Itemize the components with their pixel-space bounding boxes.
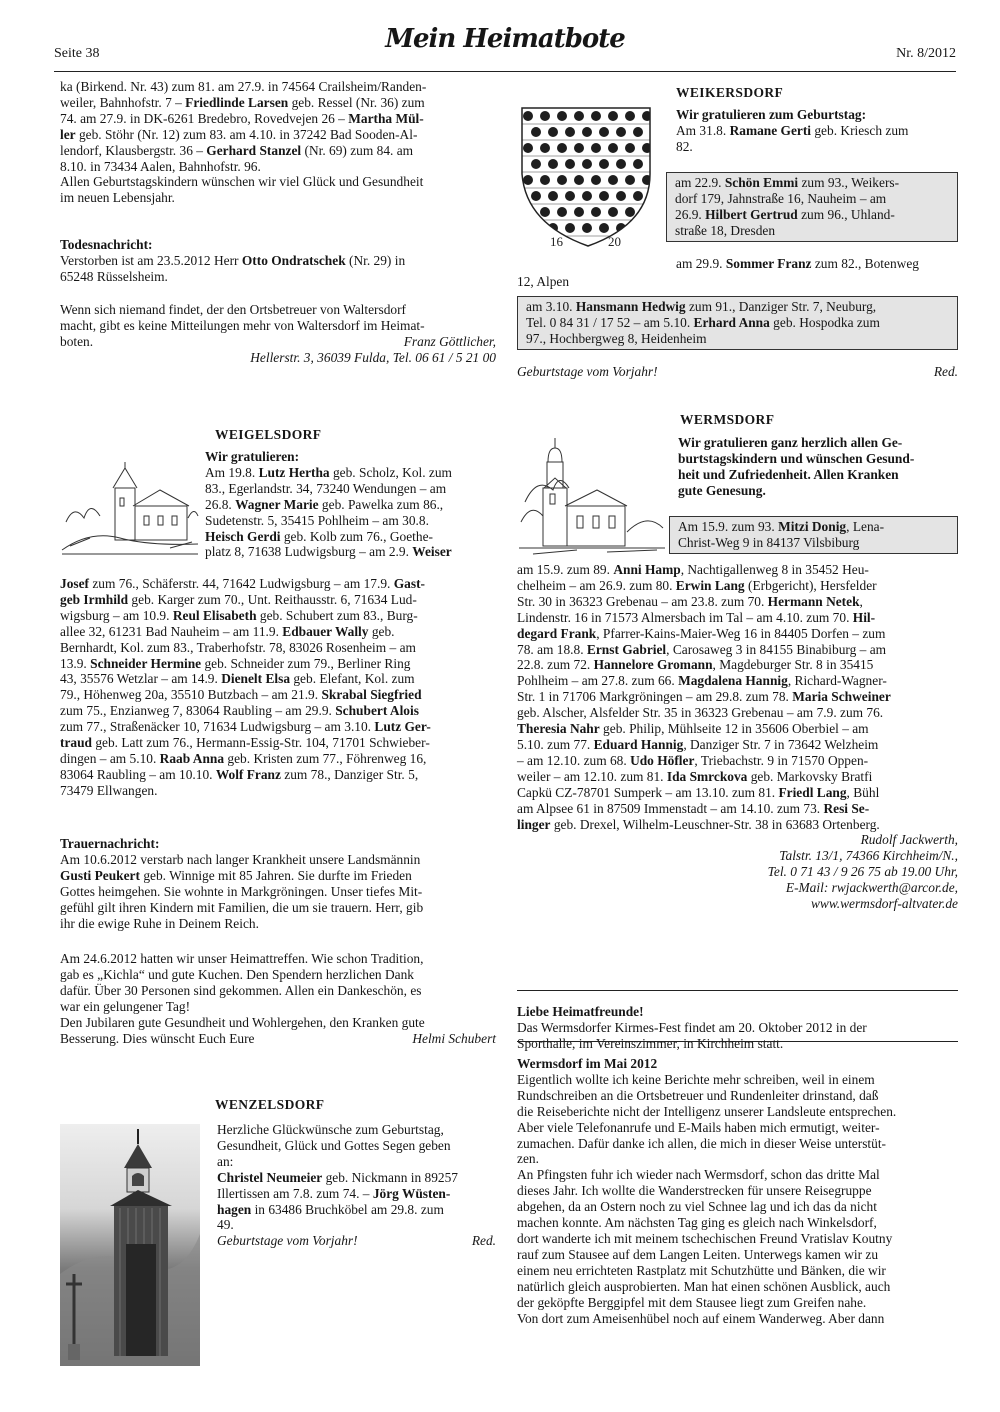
coat-dot bbox=[608, 175, 618, 185]
coat-dot bbox=[531, 223, 541, 233]
weikersdorf-highlight-box-2 bbox=[517, 296, 958, 350]
coat-dot bbox=[582, 127, 592, 137]
text-line: ihr die ewige Ruhe in Deinem Reich. bbox=[60, 915, 259, 931]
weikersdorf-title: WEIKERSDORF bbox=[676, 85, 784, 100]
weigelsdorf-birthdays bbox=[60, 576, 496, 799]
person-name: Friedl Lang bbox=[778, 784, 847, 800]
coat-dot bbox=[616, 159, 626, 169]
person-name: Magdalena Hannig bbox=[678, 673, 788, 689]
weigelsdorf-church-drawing bbox=[60, 458, 200, 558]
coat-dot bbox=[625, 111, 635, 121]
coat-dot bbox=[540, 111, 550, 121]
text-line: 97., Hochbergweg 8, Heidenheim bbox=[526, 330, 707, 346]
text-line: Am 15.9. zum 93. Mitzi Donig, Lena- bbox=[678, 519, 885, 534]
text-line: linger geb. Drexel, Wilhelm-Leuschner-Str. 38 in 63683 Ortenberg. bbox=[517, 816, 880, 832]
coat-dot bbox=[548, 127, 558, 137]
coat-dot bbox=[582, 191, 592, 201]
death-notice-text bbox=[60, 253, 496, 285]
person-name: Ramane Gerti bbox=[729, 122, 812, 138]
wermsdorf-box-text bbox=[678, 519, 949, 551]
coat-dot bbox=[574, 175, 584, 185]
text-line: wigsburg – am 10.9. Reul Elisabeth geb. Schubert zum 83., Burg- bbox=[60, 607, 418, 623]
coat-dot bbox=[608, 143, 618, 153]
person-name: Eduard Hannig bbox=[593, 736, 684, 752]
text-line: weiler, Bahnhofstr. 7 – Friedlinde Larsen geb. Ressel (Nr. 36) zum bbox=[60, 94, 425, 110]
person-name: linger bbox=[517, 816, 551, 832]
text-line: war ein gelungener Tag! bbox=[60, 998, 191, 1014]
person-name: Sommer Franz bbox=[725, 256, 812, 271]
text-line: Bernhardt, Kol. zum 83., Traberhofstr. 78, 83026 Rosenheim – am bbox=[60, 639, 416, 655]
text-line: lendorf, Klausbergstr. 36 – Gerhard Stanzel (Nr. 69) zum 84. am bbox=[60, 142, 414, 158]
person-name: Ida Smrckova bbox=[666, 768, 748, 784]
person-name: Christel Neumeier bbox=[217, 1169, 323, 1185]
death-notice-title: Todesnachricht: bbox=[60, 237, 153, 252]
coat-dot bbox=[540, 207, 550, 217]
person-name: Erhard Anna bbox=[693, 314, 770, 330]
text-line: einem neu errichteten Rastplatz mit Schutzhütte und Bänken, die wir bbox=[517, 1262, 886, 1278]
coat-dot bbox=[625, 207, 635, 217]
coat-dot bbox=[642, 207, 652, 217]
weigelsdorf-subtitle: Wir gratulieren: bbox=[205, 449, 300, 464]
person-name: Weiser bbox=[412, 544, 452, 560]
text-line: Pohlheim – am 27.8. zum 66. Magdalena Hannig, Richard-Wagner- bbox=[517, 673, 887, 689]
separator-2 bbox=[517, 1041, 958, 1042]
waltersdorf-notice bbox=[60, 302, 496, 366]
person-name: Hermann Netek bbox=[767, 593, 860, 609]
coat-dot bbox=[633, 191, 643, 201]
text-line: An Pfingsten fuhr ich wieder nach Wermsdorf, schon das dritte Mal bbox=[517, 1167, 880, 1183]
text-line: – am 12.10. zum 68. Udo Höfler, Triebachstr. 9 in 71570 Oppen- bbox=[517, 752, 869, 768]
text-line: am 15.9. zum 89. Anni Hamp, Nachtigallenweg 8 in 35452 Heu- bbox=[517, 562, 869, 577]
person-name: Josef bbox=[60, 576, 90, 591]
text-line: Von dort zum Ameisenhübel noch auf einem Wanderweg. Aber dann bbox=[517, 1310, 885, 1326]
text-line: allee 32, 61231 Bad Nauheim – am 11.9. Edbauer Wally geb. bbox=[60, 623, 395, 639]
text-line: Str. 30 in 36323 Grebenau – am 23.8. zum 70. Hermann Netek, bbox=[517, 593, 863, 609]
weikersdorf-editor-mark: Red. bbox=[933, 364, 958, 379]
coat-dot bbox=[548, 191, 558, 201]
meeting-report bbox=[60, 951, 496, 1046]
mourning-text bbox=[60, 852, 496, 932]
text-line: ler geb. Stöhr (Nr. 12) zum 83. am 4.10. in 37242 Bad Sooden-Al- bbox=[60, 126, 418, 142]
text-line: zumachen. Dafür danke ich allen, die mich in dieser Weise unterstüt- bbox=[517, 1135, 887, 1151]
text-line: Gottes heimgehen. Sie wohnte in Markgröningen. Unser tiefes Mit- bbox=[60, 883, 423, 899]
wenzelsdorf-title: WENZELSDORF bbox=[215, 1097, 325, 1112]
text-line: im neuen Lebensjahr. bbox=[60, 190, 175, 206]
birthday-continuation bbox=[60, 79, 496, 206]
text-line: Herzliche Glückwünsche zum Geburtstag, bbox=[217, 1122, 444, 1137]
coat-dot bbox=[523, 111, 533, 121]
text-line: 26.9. Hilbert Gertrud zum 96., Uhland- bbox=[675, 206, 895, 222]
text-line: Am 10.6.2012 verstarb nach langer Krankheit unsere Landsmännin bbox=[60, 851, 421, 867]
coat-dot bbox=[574, 111, 584, 121]
wermsdorf-may-report bbox=[517, 1056, 958, 1326]
wenzelsdorf-note: Geburtstage vom Vorjahr! bbox=[217, 1233, 358, 1249]
text-line: macht, gibt es keine Mitteilungen mehr von Waltersdorf im Heimat- bbox=[60, 317, 425, 333]
text-line: gefühl gilt ihren Kindern mit Familien, die um sie trauern. Herr, gib bbox=[60, 899, 424, 915]
text-line: Verstorben ist am 23.5.2012 Herr Otto Ondratschek (Nr. 29) in bbox=[60, 252, 406, 268]
weikersdorf-mid-line bbox=[676, 256, 958, 272]
wermsdorf-church-drawing bbox=[517, 432, 667, 558]
coat-dot bbox=[565, 191, 575, 201]
text-line: Gusti Peukert geb. Winnige mit 85 Jahren. Sie durfte im Frieden bbox=[60, 867, 412, 883]
wermsdorf-title: WERMSDORF bbox=[680, 412, 775, 427]
weikersdorf-coat-of-arms bbox=[516, 104, 656, 254]
wermsdorf-birthdays bbox=[517, 562, 958, 912]
waltersdorf-notice-text bbox=[60, 302, 496, 334]
meeting-text bbox=[60, 951, 496, 1031]
person-name: Lutz Ger- bbox=[374, 719, 431, 735]
person-name: Ernst Gabriel bbox=[586, 641, 667, 657]
text-line: 22.8. zum 72. Hannelore Gromann, Magdeburger Str. 8 in 35415 bbox=[517, 657, 874, 673]
text-line: weiler – am 12.10. zum 81. Ida Smrckova geb. Markovsky Bratfi bbox=[517, 768, 873, 784]
text-line: abgehen, da an Ostern noch zu viel Schnee lag und ich das da nicht bbox=[517, 1199, 877, 1215]
person-name: Schön Emmi bbox=[724, 175, 799, 190]
coat-dot bbox=[650, 223, 656, 233]
coat-dot bbox=[608, 207, 618, 217]
text-line: geb Irmhild geb. Karger zum 70., Unt. Reithausstr. 6, 71634 Lud- bbox=[60, 591, 417, 607]
weigelsdorf-intro bbox=[205, 449, 496, 560]
weikersdorf-highlight-box-1 bbox=[666, 172, 958, 242]
coat-dot bbox=[591, 111, 601, 121]
coat-dot bbox=[531, 127, 541, 137]
weigelsdorf-text-narrow bbox=[205, 465, 496, 560]
heimatfreunde-notice bbox=[517, 1004, 958, 1052]
person-name: Hil- bbox=[852, 609, 876, 625]
person-name: Theresia Nahr bbox=[517, 721, 600, 737]
person-name: Gusti Peukert bbox=[60, 867, 140, 883]
heimatfreunde-title: Liebe Heimatfreunde! bbox=[517, 1004, 644, 1019]
text-line: hagen in 63486 Bruchköbel am 29.8. zum bbox=[217, 1201, 444, 1217]
coat-dot bbox=[608, 111, 618, 121]
person-name: Lutz Hertha bbox=[258, 464, 330, 480]
person-name: Heisch Gerdi bbox=[205, 528, 281, 544]
person-name: geb Irmhild bbox=[60, 591, 129, 607]
header-rule bbox=[54, 71, 956, 72]
page-header bbox=[54, 24, 956, 72]
coat-dot bbox=[574, 207, 584, 217]
wermsdorf-highlight-box bbox=[669, 516, 958, 554]
weikersdorf-subtitle: Wir gratulieren zum Geburtstag: bbox=[676, 106, 867, 122]
text-line: Josef zum 76., Schäferstr. 44, 71642 Ludwigsburg – am 17.9. Gast- bbox=[60, 576, 425, 591]
coat-dot bbox=[582, 159, 592, 169]
text-line: Tel. 0 84 31 / 17 52 – am 5.10. Erhard Anna geb. Hospodka zum bbox=[526, 314, 880, 330]
coat-dot bbox=[523, 143, 533, 153]
text-line: geb. Alscher, Alsfelder Str. 35 in 36323 Grebenau – am 7.9. zum 76. bbox=[517, 705, 884, 721]
text-line: 79., Höhenweg 20a, 35510 Butzbach – am 21.9. Skrabal Siegfried bbox=[60, 687, 422, 703]
coat-dot bbox=[565, 223, 575, 233]
coat-dot bbox=[523, 175, 533, 185]
text-line: 83., Egerlandstr. 34, 73240 Wendungen – am bbox=[205, 480, 447, 496]
text-line: platz 8, 71638 Ludwigsburg – am 2.9. Weiser bbox=[205, 544, 452, 560]
coat-year-right: 20 bbox=[608, 234, 621, 249]
weikersdorf-footer bbox=[517, 364, 958, 380]
wenzelsdorf-heading bbox=[215, 1097, 324, 1113]
text-line: am 3.10. Hansmann Hedwig zum 91., Danziger Str. 7, Neuburg, bbox=[526, 299, 877, 314]
may-report-title: Wermsdorf im Mai 2012 bbox=[517, 1056, 658, 1071]
text-line: Am 24.6.2012 hatten wir unser Heimattreffen. Wie schon Tradition, bbox=[60, 951, 424, 966]
person-name: Reul Elisabeth bbox=[172, 607, 257, 623]
issue-number: Nr. 8/2012 bbox=[896, 46, 956, 61]
text-line: Eigentlich wollte ich keine Berichte mehr schreiben, weil in einem bbox=[517, 1071, 875, 1087]
weigelsdorf-heading bbox=[215, 427, 321, 443]
person-name: Wolf Franz bbox=[215, 766, 281, 782]
text-line: Christel Neumeier geb. Nickmann in 89257 bbox=[217, 1169, 458, 1185]
text-line: Am 31.8. Ramane Gerti geb. Kriesch zum bbox=[676, 122, 909, 138]
person-name: Martha Mül- bbox=[348, 110, 424, 126]
text-line: Lindenstr. 16 in 71573 Almersbach im Tal – am 4.10. zum 70. Hil- bbox=[517, 609, 876, 625]
text-line: Das Wermsdorfer Kirmes-Fest findet am 20. Oktober 2012 in der bbox=[517, 1019, 867, 1035]
text-line: Sudetenstr. 5, 35415 Pohlheim – am 30.8. bbox=[205, 512, 429, 528]
person-name: Schneider Hermine bbox=[90, 655, 202, 671]
coat-dot bbox=[625, 143, 635, 153]
heimatfreunde-text bbox=[517, 1020, 958, 1052]
coat-dot bbox=[531, 159, 541, 169]
person-name: Hansmann Hedwig bbox=[575, 299, 686, 314]
person-name: Hilbert Gertrud bbox=[705, 206, 798, 222]
coat-dot bbox=[557, 175, 567, 185]
text-line: dorf 179, Jahnstraße 16, Nauheim – am bbox=[675, 190, 887, 206]
coat-dot bbox=[565, 159, 575, 169]
text-line: 5.10. zum 77. Eduard Hannig, Danziger Str. 7 in 73642 Welzheim bbox=[517, 736, 879, 752]
coat-dot bbox=[650, 159, 656, 169]
wermsdorf-text bbox=[517, 562, 958, 832]
text-line: Christ-Weg 9 in 84137 Vilsbiburg bbox=[678, 534, 860, 550]
may-report-text bbox=[517, 1072, 958, 1327]
text-line: dieses Jahr. Ich wollte die Wanderstrecken für unsere Reisegruppe bbox=[517, 1183, 872, 1199]
mourning-title: Trauernachricht: bbox=[60, 836, 160, 851]
coat-dot bbox=[557, 143, 567, 153]
text-line: degard Frank, Pfarrer-Kains-Maier-Weg 16 in 84405 Dorfen – zum bbox=[517, 625, 886, 641]
text-line: 65248 Rüsselsheim. bbox=[60, 268, 168, 284]
text-line: burtstagskindern und wünschen Gesund- bbox=[678, 450, 915, 466]
text-line: straße 18, Dresden bbox=[675, 222, 776, 238]
text-line: Capkü CZ-78701 Sumperk – am 13.10. zum 81. Friedl Lang, Bühl bbox=[517, 784, 880, 800]
weikersdorf-box2-text bbox=[526, 299, 949, 347]
coat-dot bbox=[557, 111, 567, 121]
text-line: an: bbox=[217, 1153, 234, 1169]
coat-dot bbox=[548, 159, 558, 169]
text-line: Rundschreiben an die Ortsbetreuer und Rundenleiter drinstand, daß bbox=[517, 1087, 879, 1103]
person-name: Hannelore Gromann bbox=[593, 657, 713, 673]
weikersdorf-note: Geburtstage vom Vorjahr! bbox=[517, 364, 658, 379]
meeting-text-end: Besserung. Dies wünscht Euch Eure bbox=[60, 1030, 255, 1046]
person-name: Erwin Lang bbox=[675, 577, 745, 593]
birthday-continuation-text bbox=[60, 79, 496, 206]
weikersdorf-section bbox=[676, 85, 958, 155]
text-line: dort wanderte ich mit meinem tschechischen Freund Vratislav Koutny bbox=[517, 1230, 893, 1246]
wermsdorf-signature bbox=[517, 832, 958, 912]
person-name: Skrabal Siegfried bbox=[321, 687, 422, 703]
coat-dot bbox=[591, 175, 601, 185]
person-name: Edbauer Wally bbox=[282, 623, 369, 639]
weigelsdorf-text-wide bbox=[60, 576, 496, 799]
wermsdorf-greeting bbox=[678, 435, 958, 499]
mourning-notice bbox=[60, 836, 496, 931]
coat-dot bbox=[633, 159, 643, 169]
text-line: Allen Geburtstagskindern wünschen wir viel Glück und Gesundheit bbox=[60, 174, 424, 190]
weikersdorf-mid-text-2: 12, Alpen bbox=[517, 274, 570, 289]
person-name: Friedlinde Larsen bbox=[185, 94, 289, 110]
text-line: Illertissen am 7.8. zum 74. – Jörg Wüsten- bbox=[217, 1185, 451, 1201]
coat-dot bbox=[599, 127, 609, 137]
coat-dot bbox=[574, 143, 584, 153]
text-line: 49. bbox=[217, 1217, 234, 1233]
coat-dot bbox=[633, 127, 643, 137]
coat-dot bbox=[650, 127, 656, 137]
text-line: 73479 Ellwangen. bbox=[60, 782, 158, 798]
text-line: Am 19.8. Lutz Hertha geb. Scholz, Kol. zum bbox=[205, 464, 452, 480]
text-line: dingen – am 5.10. Raab Anna geb. Kristen zum 77., Föhrenweg 16, bbox=[60, 750, 427, 766]
text-line: chelheim – am 26.9. zum 80. Erwin Lang (Erbgericht), Hersfelder bbox=[517, 577, 877, 593]
text-line: dafür. Über 30 Personen sind gekommen. Allen ein Dankeschön, es bbox=[60, 982, 422, 998]
person-name: Wagner Marie bbox=[235, 496, 319, 512]
text-line: gab es „Kichla“ und gute Kuchen. Den Spendern herzlichen Dank bbox=[60, 966, 414, 982]
text-line: zen. bbox=[517, 1151, 539, 1167]
separator-1 bbox=[517, 990, 958, 991]
wenzelsdorf-birthdays bbox=[217, 1122, 496, 1249]
wermsdorf-greeting-text bbox=[678, 435, 958, 499]
person-name: Udo Höfler bbox=[630, 752, 695, 768]
coat-dot bbox=[531, 191, 541, 201]
coat-dot bbox=[591, 207, 601, 217]
text-line: Wir gratulieren ganz herzlich allen Ge- bbox=[678, 435, 903, 450]
text-line: 78. am 18.8. Ernst Gabriel, Carosaweg 3 in 84155 Binabiburg – am bbox=[517, 641, 887, 657]
text-line: ka (Birkend. Nr. 43) zum 81. am 27.9. in 74564 Crailsheim/Randen- bbox=[60, 79, 427, 94]
text-line: Theresia Nahr geb. Philip, Mühlseite 12 in 35606 Oberbiel – am bbox=[517, 721, 869, 737]
text-line: Den Jubilaren gute Gesundheit und Wohlergehen, den Kranken gute bbox=[60, 1014, 425, 1030]
text-line: am 22.9. Schön Emmi zum 93., Weikers- bbox=[675, 175, 900, 190]
text-line: Heisch Gerdi geb. Kolb zum 76., Goethe- bbox=[205, 528, 433, 544]
text-line: 83064 Raubling – am 10.10. Wolf Franz zum 78., Danziger Str. 5, bbox=[60, 766, 419, 782]
text-line: rauf zum Stausee auf dem Langen Leiten. Unterwegs kamen wir zu bbox=[517, 1246, 879, 1262]
text-line: www.wermsdorf-altvater.de bbox=[810, 896, 958, 912]
person-name: Otto Ondratschek bbox=[241, 252, 346, 268]
person-name: ler bbox=[60, 126, 76, 142]
weikersdorf-mid-text bbox=[676, 256, 958, 272]
text-line: die Reiseberichte nicht der Intelligenz unserer Landsleute entsprechen. bbox=[517, 1103, 897, 1119]
page-number: Seite 38 bbox=[54, 46, 100, 61]
coat-dot bbox=[523, 207, 533, 217]
person-name: Gerhard Stanzel bbox=[206, 142, 302, 158]
text-line: heit und Zufriedenheit. Allen Kranken bbox=[678, 466, 899, 482]
text-line: der geköpfte Berggipfel mit dem Stausee liegt zum Greifen nahe. bbox=[517, 1294, 867, 1310]
text-line: gute Genesung. bbox=[678, 482, 766, 498]
coat-dot bbox=[650, 191, 656, 201]
text-line: 74. am 27.9. in DK-6261 Bredebro, Rovedvejen 26 – Martha Mül- bbox=[60, 110, 424, 126]
death-notice bbox=[60, 237, 496, 285]
text-line: Wenn sich niemand findet, der den Ortsbetreuer von Waltersdorf bbox=[60, 302, 407, 317]
text-line: 8.10. in 73434 Aalen, Bahnhofstr. 96. bbox=[60, 158, 261, 174]
wenzelsdorf-chapel-photo bbox=[60, 1124, 200, 1366]
text-line: Sporthalle, im Vereinszimmer, in Kirchheim statt. bbox=[517, 1035, 784, 1051]
coat-dot bbox=[540, 143, 550, 153]
wermsdorf-heading bbox=[680, 412, 774, 428]
coat-dot bbox=[591, 143, 601, 153]
weigelsdorf-title: WEIGELSDORF bbox=[215, 427, 322, 442]
text-line: 26.8. Wagner Marie geb. Pawelka zum 86., bbox=[205, 496, 444, 512]
coat-dot bbox=[625, 175, 635, 185]
person-name: Schubert Alois bbox=[335, 703, 419, 719]
coat-dot bbox=[616, 127, 626, 137]
text-line: 43, 35576 Wetzlar – am 14.9. Dienelt Elsa geb. Elefant, Kol. zum bbox=[60, 671, 415, 687]
waltersdorf-signature-address: Hellerstr. 3, 36039 Fulda, Tel. 06 61 / 5 21 00 bbox=[250, 349, 496, 365]
text-line: zum 75., Enzianweg 7, 83064 Raubling – am 29.9. Schubert Alois bbox=[60, 703, 419, 719]
weikersdorf-mid-line-2 bbox=[517, 274, 717, 290]
wenzelsdorf-editor-mark: Red. bbox=[471, 1233, 496, 1249]
text-line: am Alpsee 61 in 87509 Immenstadt – am 14.10. zum 73. Resi Se- bbox=[517, 800, 870, 816]
coat-dot bbox=[599, 191, 609, 201]
person-name: traud bbox=[60, 735, 92, 751]
text-line: machen konnte. Am nächsten Tag ging es gleich nach Winkelsdorf, bbox=[517, 1215, 877, 1231]
text-line: 13.9. Schneider Hermine geb. Schneider zum 79., Berliner Ring bbox=[60, 655, 411, 671]
person-name: Jörg Wüsten- bbox=[372, 1185, 451, 1201]
person-name: Maria Schweiner bbox=[792, 689, 891, 705]
text-line: 82. bbox=[676, 138, 693, 154]
person-name: Mitzi Donig bbox=[778, 519, 847, 534]
text-line: Aber viele Telefonanrufe und E-Mails haben mich ermutigt, weiter- bbox=[517, 1119, 880, 1135]
coat-dot bbox=[599, 159, 609, 169]
coat-dot bbox=[582, 223, 592, 233]
person-name: degard Frank bbox=[517, 625, 597, 641]
person-name: Anni Hamp bbox=[613, 562, 681, 577]
text-line: am 29.9. Sommer Franz zum 82., Botenweg bbox=[676, 256, 919, 271]
coat-dot bbox=[565, 127, 575, 137]
person-name: hagen bbox=[217, 1201, 252, 1217]
coat-dot bbox=[599, 223, 609, 233]
text-line: Talstr. 13/1, 74366 Kirchheim/N., bbox=[779, 848, 958, 864]
waltersdorf-signature-name: Franz Göttlicher, bbox=[403, 333, 496, 349]
text-line: natürlich gleich ausprobierten. Man hat einen schönen Ausblick, auch bbox=[517, 1278, 891, 1294]
weikersdorf-box1-text bbox=[675, 175, 949, 239]
waltersdorf-notice-end: boten. bbox=[60, 333, 94, 349]
coat-dot bbox=[557, 207, 567, 217]
text-line: Gesundheit, Glück und Gottes Segen geben bbox=[217, 1137, 451, 1153]
text-line: E-Mail: rwjackwerth@arcor.de, bbox=[785, 880, 958, 896]
coat-dot bbox=[633, 223, 643, 233]
text-line: zum 77., Straßenäcker 10, 71634 Ludwigsburg – am 3.10. Lutz Ger- bbox=[60, 719, 431, 735]
person-name: Gast- bbox=[393, 576, 425, 591]
text-line: Rudolf Jackwerth, bbox=[860, 832, 958, 848]
text-line: traud geb. Latt zum 76., Hermann-Essig-Str. 104, 71701 Schwieber- bbox=[60, 735, 430, 751]
weikersdorf-text bbox=[676, 123, 958, 155]
person-name: Raab Anna bbox=[159, 750, 225, 766]
person-name: Resi Se- bbox=[823, 800, 870, 816]
masthead-logo: Mein Heimatbote bbox=[385, 24, 625, 54]
text-line: Tel. 0 71 43 / 9 26 75 ab 19.00 Uhr, bbox=[767, 864, 958, 880]
coat-dot bbox=[540, 175, 550, 185]
person-name: Dienelt Elsa bbox=[221, 671, 291, 687]
meeting-signature: Helmi Schubert bbox=[412, 1030, 496, 1046]
wenzelsdorf-text bbox=[217, 1122, 496, 1233]
coat-dot bbox=[616, 191, 626, 201]
coat-year-left: 16 bbox=[550, 234, 563, 249]
text-line: Str. 1 in 71706 Markgröningen – am 29.8. zum 78. Maria Schweiner bbox=[517, 689, 891, 705]
